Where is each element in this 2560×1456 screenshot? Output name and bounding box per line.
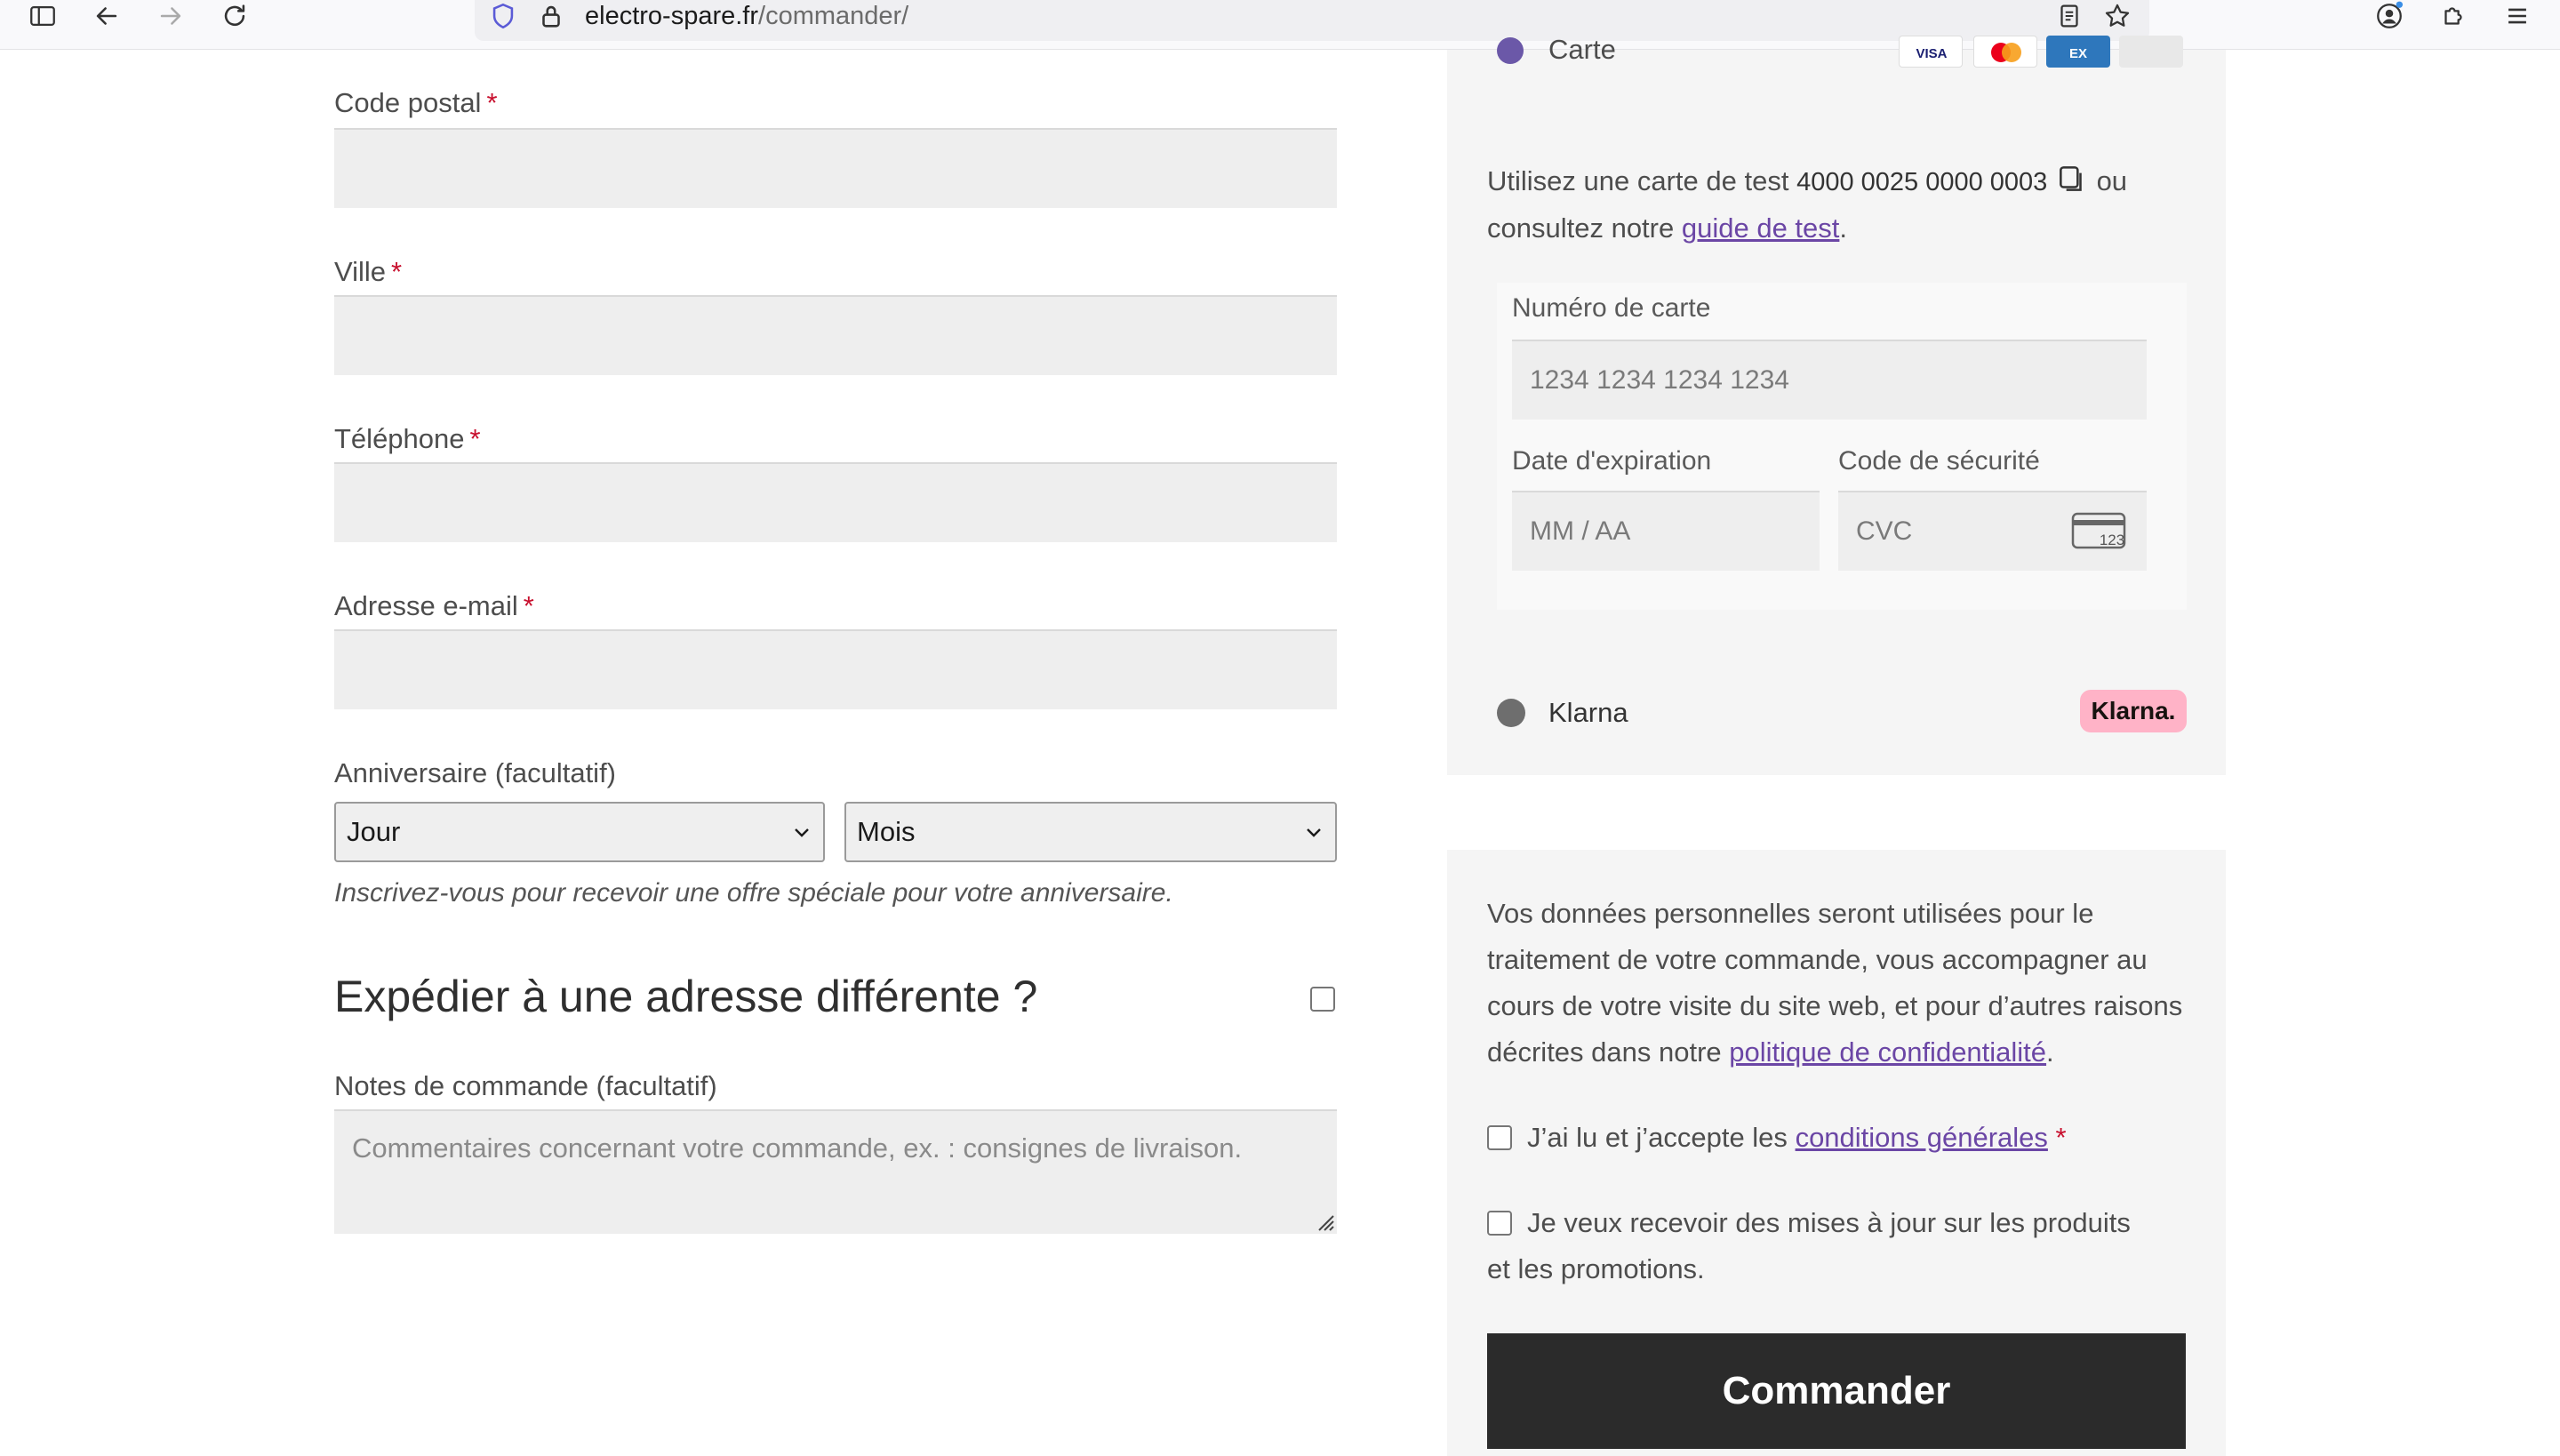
shield-icon[interactable] (485, 0, 521, 32)
city-label (334, 256, 402, 288)
terms-text: J’ai lu et j’accepte les (1527, 1122, 1788, 1153)
privacy-text-body: Vos données personnelles seront utilisées pour le traitement de votre commande, vous accompagner au cours de votre visite du site web, et pour d’autres raisons décrites dans notre (1487, 898, 2183, 1068)
resize-grip-icon[interactable] (1314, 1211, 1335, 1232)
order-button[interactable]: Commander (1487, 1333, 2186, 1449)
account-icon[interactable] (2372, 0, 2407, 32)
svg-text:EX: EX (2068, 46, 2088, 61)
reader-view-icon[interactable] (2052, 0, 2087, 32)
reload-icon[interactable] (217, 0, 252, 32)
birthday-month-value: Mois (857, 816, 916, 847)
birthday-label: Anniversaire (facultatif) (334, 757, 617, 788)
ship-different-checkbox[interactable] (1310, 987, 1335, 1012)
card-option-label: Carte (1548, 34, 1616, 65)
svg-text:VISA: VISA (1916, 46, 1948, 61)
email-input[interactable] (334, 629, 1337, 709)
birthday-day-value: Jour (347, 816, 401, 847)
period: . (2046, 1036, 2054, 1068)
newsletter-text: Je veux recevoir des mises à jour sur les produits et les promotions. (1487, 1207, 2131, 1284)
klarna-logo: Klarna. (2080, 690, 2187, 732)
expiry-input[interactable]: MM / AA (1512, 491, 1820, 571)
more-card-logos-icon (2119, 36, 2183, 68)
copy-icon[interactable] (2055, 162, 2089, 196)
test-guide-link[interactable]: guide de test (1681, 212, 1840, 244)
sidebar-toggle-icon[interactable] (25, 0, 60, 32)
cvc-label: Code de sécurité (1838, 446, 2040, 476)
lock-icon[interactable] (533, 0, 569, 32)
extensions-icon[interactable] (2436, 0, 2471, 32)
test-text-or: ou (2096, 165, 2128, 196)
terms-link[interactable]: conditions générales (1795, 1122, 2048, 1153)
terms-checkbox[interactable] (1487, 1125, 1512, 1150)
bookmark-star-icon[interactable] (2100, 0, 2135, 32)
test-card-info (1487, 158, 2198, 252)
phone-label-text: Téléphone (334, 423, 465, 454)
forward-icon[interactable] (153, 0, 188, 32)
order-notes-placeholder: Commentaires concernant votre commande, ex. : consignes de livraison. (352, 1132, 1243, 1164)
terms-line (1527, 1115, 2067, 1161)
postal-code-label (334, 87, 498, 119)
period: . (1839, 212, 1848, 244)
expiry-label: Date d'expiration (1512, 446, 1712, 476)
required-mark: * (2055, 1122, 2067, 1153)
klarna-radio[interactable] (1497, 699, 1525, 727)
test-text-before: Utilisez une carte de test (1487, 165, 1789, 196)
birthday-hint: Inscrivez-vous pour recevoir une offre spéciale pour votre anniversaire. (334, 878, 1173, 908)
test-text-consult: consultez notre (1487, 212, 1675, 244)
chevron-down-icon (791, 821, 812, 843)
birthday-day-select[interactable] (334, 802, 825, 862)
phone-input[interactable] (334, 462, 1337, 542)
privacy-text (1487, 891, 2189, 1076)
ship-different-title: Expédier à une adresse différente ? (334, 972, 1038, 1021)
card-radio[interactable] (1497, 37, 1524, 64)
url-domain: electro-spare.fr (585, 2, 759, 30)
cvc-card-icon (2071, 512, 2128, 551)
cvc-placeholder: CVC (1856, 516, 1913, 546)
required-mark: * (391, 256, 403, 287)
url-text[interactable] (585, 0, 908, 32)
amex-logo-icon (2046, 36, 2110, 68)
back-icon[interactable] (89, 0, 124, 32)
url-path: /commander/ (758, 2, 909, 30)
menu-icon[interactable] (2500, 0, 2535, 32)
order-notes-textarea[interactable] (334, 1109, 1337, 1234)
email-label (334, 590, 534, 622)
required-mark: * (523, 590, 534, 621)
visa-logo-icon (1899, 36, 1963, 68)
mastercard-logo-icon (1973, 36, 2037, 68)
email-label-text: Adresse e-mail (334, 590, 518, 621)
cvc-icon-text: 123 (2099, 532, 2125, 548)
chevron-down-icon (1303, 821, 1324, 843)
klarna-label: Klarna (1548, 697, 1628, 728)
card-number-input[interactable]: 1234 1234 1234 1234 (1512, 340, 2147, 420)
city-label-text: Ville (334, 256, 387, 287)
postal-code-label-text: Code postal (334, 87, 482, 118)
privacy-policy-link[interactable]: politique de confidentialité (1729, 1036, 2047, 1068)
required-mark: * (486, 87, 498, 118)
city-input[interactable] (334, 295, 1337, 375)
url-bar[interactable] (475, 0, 2149, 41)
required-mark: * (469, 423, 481, 454)
order-notes-label: Notes de commande (facultatif) (334, 1070, 717, 1101)
postal-code-input[interactable] (334, 128, 1337, 208)
card-number-label: Numéro de carte (1512, 293, 1711, 323)
birthday-month-select[interactable] (844, 802, 1337, 862)
phone-label (334, 423, 481, 455)
test-card-number: 4000 0025 0000 0003 (1796, 168, 2048, 196)
